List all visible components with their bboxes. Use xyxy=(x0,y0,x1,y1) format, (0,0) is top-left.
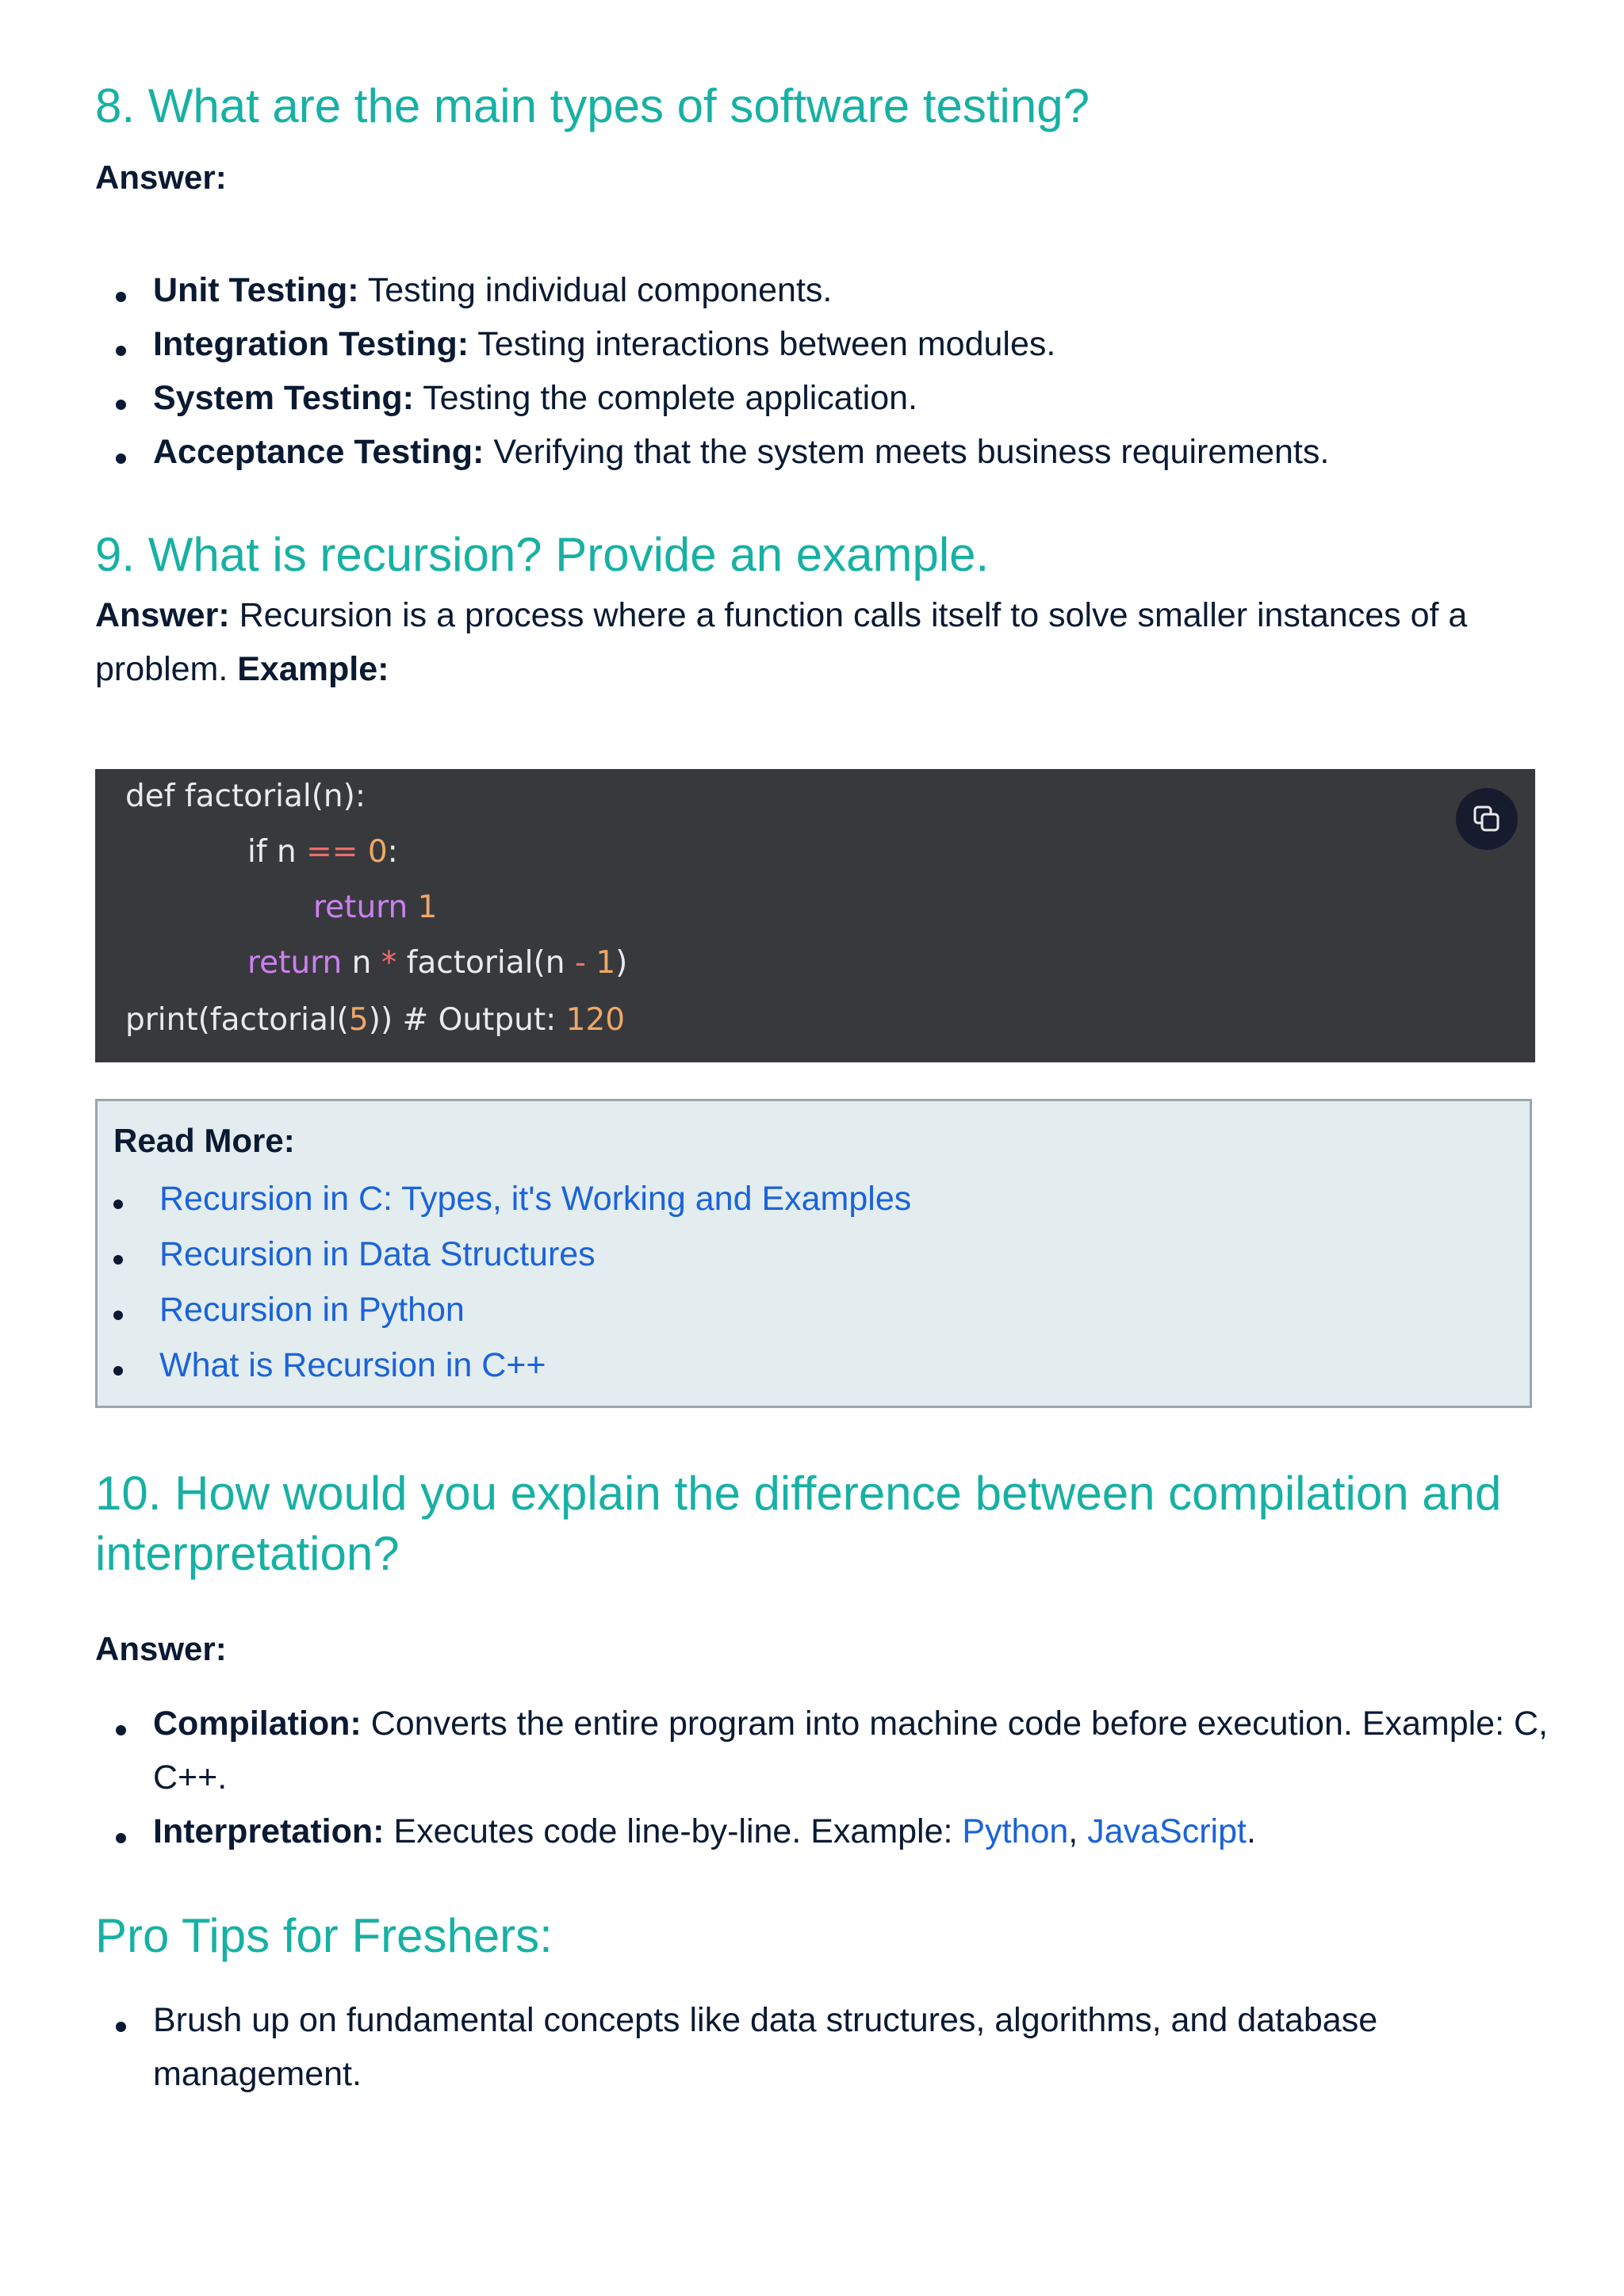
read-more-link[interactable]: Recursion in Data Structures xyxy=(98,1226,911,1282)
question-9-heading: 9. What is recursion? Provide an example. xyxy=(95,528,990,581)
question-9-answer: Answer: Recursion is a process where a function calls itself to solve smaller instances of a problem. Example: xyxy=(95,596,1468,688)
question-8-answer-label: Answer: xyxy=(95,159,227,196)
code-line: return 1 xyxy=(313,890,438,925)
read-more-link[interactable]: What is Recursion in C++ xyxy=(98,1337,911,1393)
code-line: if n == 0: xyxy=(247,834,398,870)
list-item: Integration Testing: Testing interactions between modules. xyxy=(95,317,1554,371)
testing-types-list xyxy=(95,263,1554,479)
copy-icon xyxy=(1473,805,1501,833)
pro-tips-heading: Pro Tips for Freshers: xyxy=(95,1909,553,1962)
read-more-link[interactable]: Recursion in Python xyxy=(98,1282,911,1337)
question-10-answer-label: Answer: xyxy=(95,1630,227,1667)
read-more-links xyxy=(98,1171,911,1393)
read-more-link[interactable]: Recursion in C: Types, it's Working and Examples xyxy=(98,1171,911,1226)
javascript-link[interactable]: JavaScript xyxy=(1087,1812,1247,1850)
question-8-heading: 8. What are the main types of software testing? xyxy=(95,79,1090,132)
list-item: Unit Testing: Testing individual components. xyxy=(95,263,1554,317)
list-item: Compilation: Converts the entire program into machine code before execution. Example: C, C++. xyxy=(95,1697,1554,1804)
python-link[interactable]: Python xyxy=(962,1812,1069,1850)
question-10-heading: 10. How would you explain the difference between compilation and interpretation? xyxy=(95,1467,1502,1580)
code-line: print(factorial(5)) # Output: 120 xyxy=(125,1002,626,1038)
code-block xyxy=(95,769,1535,1062)
list-item: Interpretation: Executes code line-by-line. Example: Python, JavaScript. xyxy=(95,1804,1554,1858)
copy-code-button[interactable] xyxy=(1456,788,1518,850)
pro-tips-list xyxy=(95,1993,1443,2101)
read-more-box xyxy=(95,1099,1532,1408)
code-line: def factorial(n): xyxy=(125,779,366,814)
list-item: System Testing: Testing the complete application. xyxy=(95,371,1554,425)
read-more-title: Read More: xyxy=(113,1122,295,1159)
code-line: return n * factorial(n - 1) xyxy=(247,945,628,981)
list-item: Acceptance Testing: Verifying that the system meets business requirements. xyxy=(95,425,1554,479)
list-item: Brush up on fundamental concepts like data structures, algorithms, and database management. xyxy=(95,1993,1443,2101)
compilation-list xyxy=(95,1697,1554,1858)
